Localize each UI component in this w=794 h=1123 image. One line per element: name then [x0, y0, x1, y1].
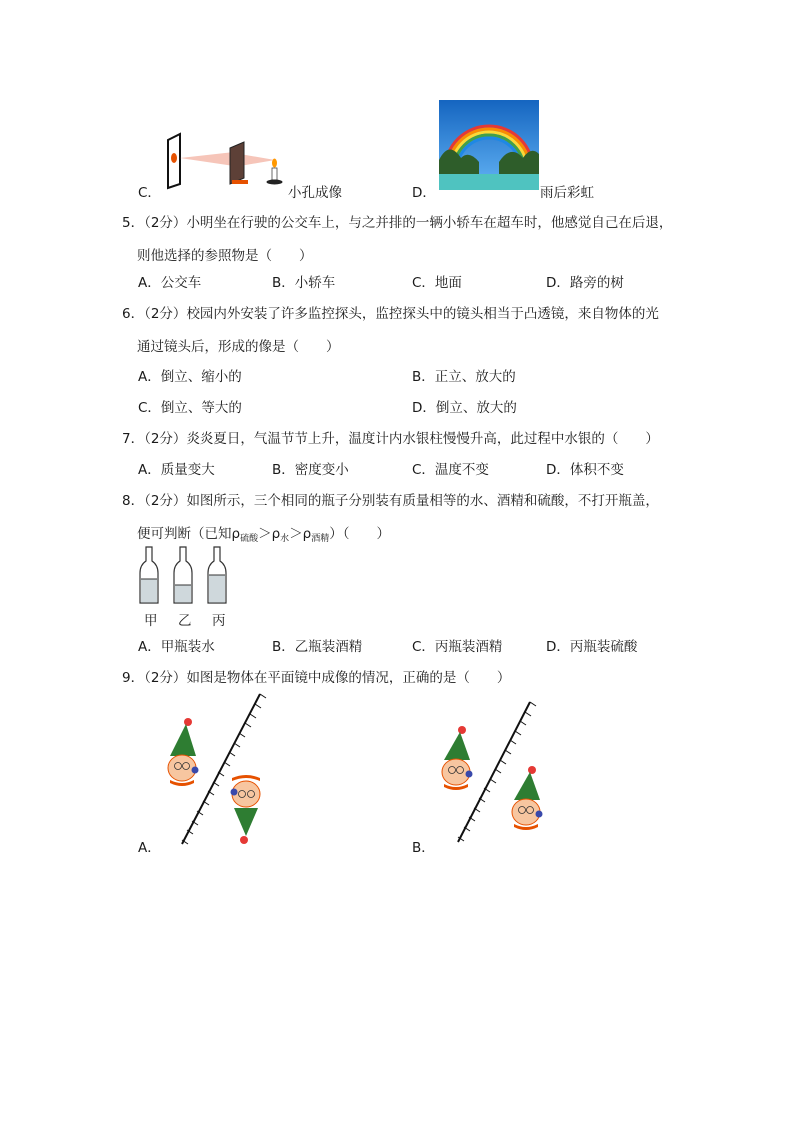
option-label: 小孔成像	[288, 185, 342, 201]
question-score: （2分）	[144, 493, 187, 509]
question-6	[122, 302, 659, 355]
option-a[interactable]: A．公交车	[138, 275, 202, 291]
option-label: 雨后彩虹	[540, 185, 594, 201]
question-number: 8．	[122, 493, 145, 509]
question-stem-line2: 便可判断（已知$\rho_{硫酸}>\rho_水>\rho_{酒精}$）（ ）	[137, 526, 391, 544]
option-b[interactable]: B．正立、放大的	[412, 369, 516, 385]
subscript-water: 水	[280, 534, 290, 544]
question-7	[122, 427, 659, 447]
question-stem-line2: 则他选择的参照物是（ ）	[137, 248, 313, 264]
elf-image-inverted-icon	[231, 775, 261, 844]
pinhole-imaging-icon	[160, 130, 290, 190]
bottle-label-bing: 丙	[212, 613, 226, 629]
question-number: 6．	[122, 306, 145, 322]
option-a[interactable]: A．倒立、缩小的	[138, 369, 242, 385]
question-number: 5．	[122, 215, 145, 231]
option-d[interactable]: D．倒立、放大的	[412, 400, 517, 416]
option-d[interactable]: D．丙瓶装硫酸	[546, 639, 638, 655]
question-5	[122, 211, 672, 264]
question-number: 7．	[122, 431, 145, 447]
question-stem-line2: 通过镜头后，形成的像是（ ）	[137, 339, 340, 355]
bottle-yi-icon	[174, 547, 192, 603]
option-c[interactable]: C．地面	[412, 275, 462, 291]
bottle-jia-icon	[140, 547, 158, 603]
elf-object-icon	[168, 718, 199, 786]
question-stem-line1: 如图所示，三个相同的瓶子分别装有质量相等的水、酒精和硫酸，不打开瓶盖，	[186, 493, 659, 509]
option-letter: D．	[412, 185, 436, 201]
bottles-figure	[136, 545, 246, 605]
subscript-sulfuric-acid: 硫酸	[240, 534, 259, 544]
question-score: （2分）	[144, 215, 187, 231]
elf-object-icon	[442, 726, 473, 790]
elf-image-upright-icon	[512, 766, 543, 830]
question-number: 9．	[122, 670, 145, 686]
subscript-alcohol: 酒精	[311, 534, 330, 544]
option-a[interactable]: A．	[138, 840, 161, 856]
option-d[interactable]: D．体积不变	[546, 462, 624, 478]
mirror-figure-b	[436, 698, 556, 848]
option-c[interactable]: C．丙瓶装酒精	[412, 639, 503, 655]
option-c[interactable]: C．倒立、等大的	[138, 400, 242, 416]
question-score: （2分）	[144, 670, 187, 686]
option-d[interactable]: D．路旁的树	[546, 275, 624, 291]
option-c[interactable]: C．温度不变	[412, 462, 489, 478]
mirror-figure-a	[160, 690, 280, 850]
bottle-bing-icon	[208, 547, 226, 603]
option-a[interactable]: A．质量变大	[138, 462, 215, 478]
option-b[interactable]: B．密度变小	[272, 462, 349, 478]
question-8	[122, 489, 659, 542]
option-b[interactable]: B．乙瓶装酒精	[272, 639, 363, 655]
question-9	[122, 666, 510, 686]
question-score: （2分）	[144, 431, 187, 447]
rainbow-photo-icon	[439, 100, 539, 190]
question-score: （2分）	[144, 306, 187, 322]
question-stem-line1: 炎炎夏日，气温节节上升，温度计内水银柱慢慢升高，此过程中水银的（ ）	[186, 431, 659, 447]
option-letter: C．	[138, 185, 161, 201]
option-a[interactable]: A．甲瓶装水	[138, 639, 215, 655]
question-stem-line1: 校园内外安装了许多监控探头，监控探头中的镜头相当于凸透镜，来自物体的光	[186, 306, 659, 322]
option-b[interactable]: B．	[412, 840, 435, 856]
question-stem-line1: 如图是物体在平面镜中成像的情况，正确的是（ ）	[186, 670, 511, 686]
bottle-label-yi: 乙	[178, 613, 192, 629]
bottle-label-jia: 甲	[144, 613, 158, 629]
question-stem-line1: 小明坐在行驶的公交车上，与之并排的一辆小轿车在超车时，他感觉自己在后退，	[186, 215, 673, 231]
option-b[interactable]: B．小轿车	[272, 275, 336, 291]
